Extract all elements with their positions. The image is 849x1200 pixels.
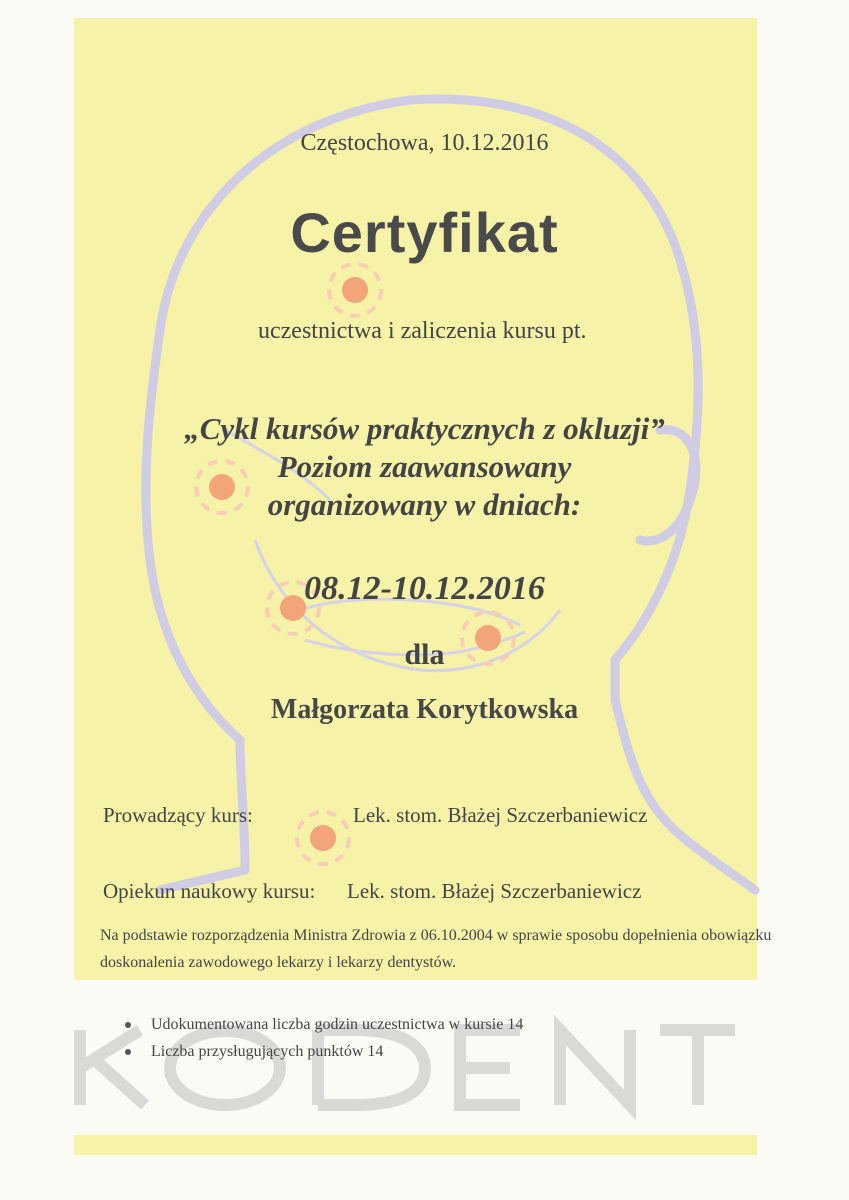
certificate-subtitle: uczestnictwa i zaliczenia kursu pt. (258, 318, 587, 344)
course-lead-label: Prowadzący kurs: (103, 803, 253, 827)
bullet-icon (125, 1022, 131, 1028)
scientific-supervisor-label: Opiekun naukowy kursu: (103, 879, 316, 903)
course-level: Poziom zaawansowany (277, 449, 572, 484)
legal-basis-text: Na podstawie rozporządzenia Ministra Zdrowia z 06.10.2004 w sprawie sposobu dopełnienia obowiązku doskonalenia zawodowego lekarzy i lekarzy dentystów. (100, 927, 772, 971)
course-organized-label: organizowany w dniach: (267, 487, 582, 522)
place-and-date: Częstochowa, 10.12.2016 (300, 130, 549, 156)
list-item (125, 1011, 523, 1038)
hours-bullet-text: Udokumentowana liczba godzin uczestnictwa w kursie 14 (151, 1015, 524, 1033)
certificate-title: Certyfikat (290, 201, 559, 264)
summary-bullet-list (125, 1011, 523, 1065)
recipient-name: Małgorzata Korytkowska (270, 694, 579, 725)
scientific-supervisor-value: Lek. stom. Błażej Szczerbaniewicz (347, 879, 642, 903)
course-dates: 08.12-10.12.2016 (304, 570, 545, 607)
for-word: dla (404, 638, 445, 671)
list-item (125, 1038, 523, 1065)
bullet-icon (125, 1049, 131, 1055)
course-lead-value: Lek. stom. Błażej Szczerbaniewicz (353, 803, 648, 827)
points-bullet-text: Liczba przysługujących punktów 14 (151, 1042, 384, 1060)
course-name: „Cykl kursów praktycznych z okluzji” (184, 411, 665, 446)
